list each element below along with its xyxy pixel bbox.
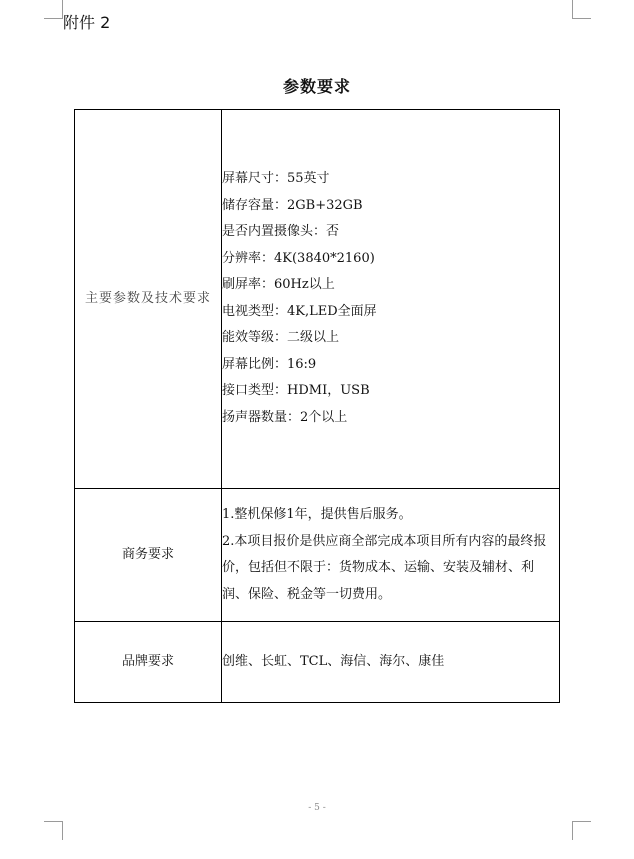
param-screen-size: 屏幕尺寸：55英寸: [222, 171, 330, 186]
crop-mark-top-left: [44, 0, 63, 19]
param-camera: 是否内置摄像头：否: [222, 224, 340, 239]
param-aspect-ratio: 屏幕比例：16:9: [222, 356, 317, 372]
business-label: 商务要求: [75, 489, 222, 622]
table-row-main-params: [75, 110, 560, 489]
brand-value: 创维、长虹、TCL、海信、海尔、康佳: [222, 622, 560, 703]
param-refresh-rate: 刷屏率：60Hz以上: [222, 277, 335, 292]
attachment-label: 附件 2: [63, 13, 111, 32]
business-line-quote: 2.本项目报价是供应商全部完成本项目所有内容的最终报价，包括但不限于：货物成本、运输、安装及辅材、利润、保险、税金等一切费用。: [222, 533, 547, 602]
business-line-warranty: 1.整机保修1年，提供售后服务。: [222, 507, 412, 522]
param-speakers: 扬声器数量：2个以上: [222, 409, 348, 425]
business-cell: [222, 489, 560, 622]
crop-mark-bottom-left: [44, 821, 63, 840]
main-params-label: 主要参数及技术要求: [75, 110, 222, 489]
param-resolution: 分辨率：4K(3840*2160): [222, 250, 375, 266]
main-params-cell: [222, 110, 560, 489]
param-tv-type: 电视类型：4K,LED全面屏: [222, 303, 377, 319]
param-storage: 储存容量：2GB+32GB: [222, 197, 363, 213]
table-row-brand: [75, 622, 560, 703]
page-number: - 5 -: [308, 803, 326, 813]
crop-mark-bottom-right: [572, 821, 591, 840]
page-title: 参数要求: [282, 77, 351, 96]
table-row-business: [75, 489, 560, 622]
requirements-table: [74, 109, 560, 703]
brand-label: 品牌要求: [75, 622, 222, 703]
crop-mark-top-right: [572, 0, 591, 19]
param-interfaces: 接口类型：HDMI，USB: [222, 383, 370, 398]
param-energy-rating: 能效等级：二级以上: [222, 330, 340, 345]
